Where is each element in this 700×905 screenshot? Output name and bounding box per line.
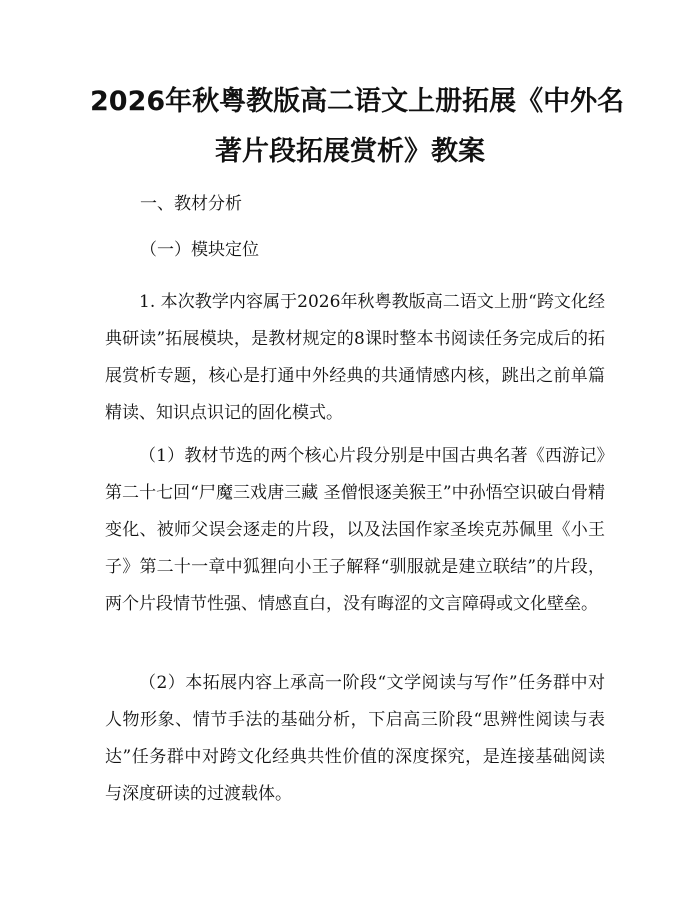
subsection-heading: （一）模块定位 — [140, 240, 259, 260]
paragraph-1: 1. 本次教学内容属于2026年秋粤教版高二语文上册“跨文化经典研读”拓展模块，是教材规定的8课时整本书阅读任务完成后的拓展赏析专题，核心是打通中外经典的共通情感内核，跳出之前单篇精读、知识点识记的固化模式。 — [105, 292, 605, 423]
section-heading: 一、教材分析 — [140, 194, 242, 214]
document-title-line-2: 著片段拓展赏析》教案 — [215, 136, 485, 167]
document-title-line-1: 2026年秋粤教版高二语文上册拓展《中外名 — [90, 86, 625, 117]
paragraph-2: （1）教材节选的两个核心片段分别是中国古典名著《西游记》第二十七回“尸魔三戏唐三藏 圣僧恨逐美猴王”中孙悟空识破白骨精变化、被师父误会逐走的片段，以及法国作家圣埃克苏佩里《小王子》第二十一章中狐狸向小王子解释“驯服就是建立联结”的片段，两个片段情节性强、情感直白，没有晦涩的文言障碍或文化壁垒。 — [105, 446, 605, 614]
paragraph-3: （2）本拓展内容上承高一阶段“文学阅读与写作”任务群中对人物形象、情节手法的基础分析，下启高三阶段“思辨性阅读与表达”任务群中对跨文化经典共性价值的深度探究，是连接基础阅读与深度研读的过渡载体。 — [105, 673, 605, 804]
